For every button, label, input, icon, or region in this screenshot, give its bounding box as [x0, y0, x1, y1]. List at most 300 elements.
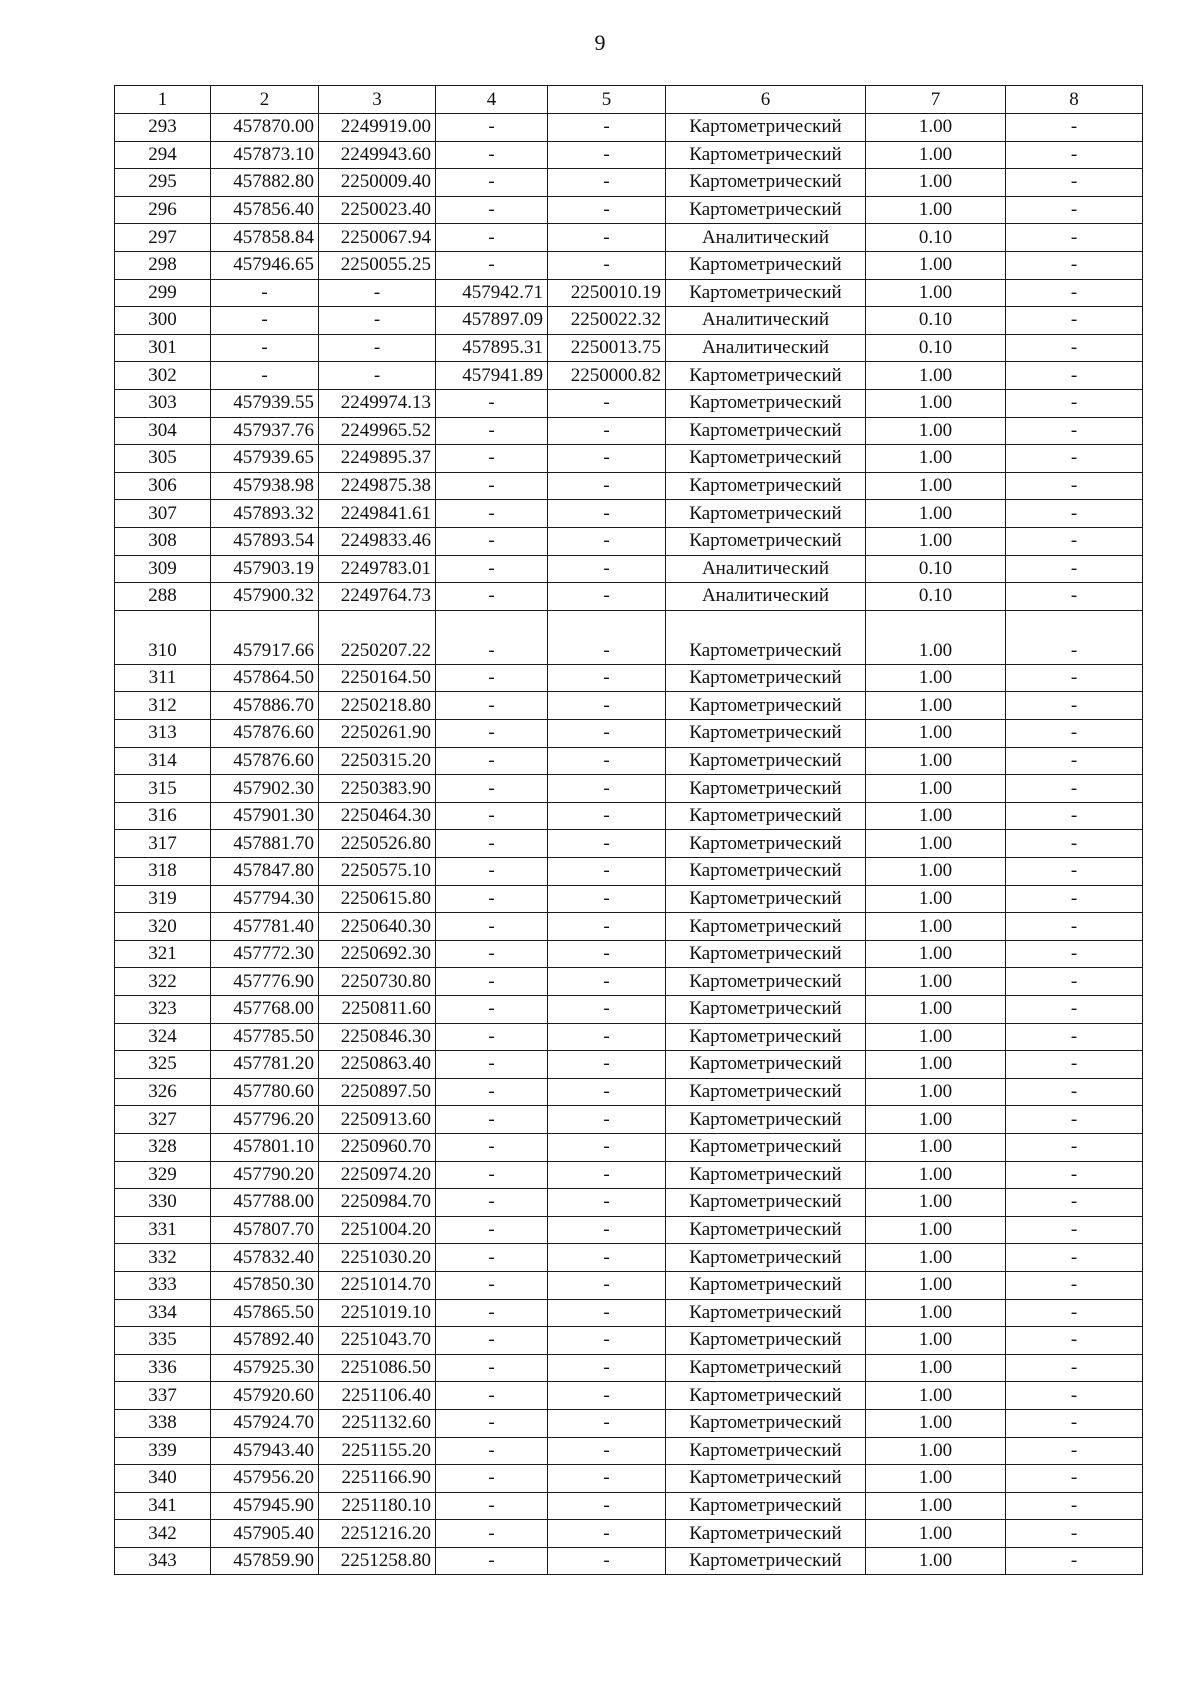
- cell-method: Картометрический: [666, 1106, 866, 1134]
- cell-method: Картометрический: [666, 1051, 866, 1079]
- cell-x-refined: -: [436, 1216, 548, 1244]
- table-row: [115, 196, 1143, 224]
- cell-y-existing: 2250055.25: [319, 251, 436, 279]
- table-row: [115, 555, 1143, 583]
- cell-y-existing: 2250218.80: [319, 692, 436, 720]
- cell-description: -: [1006, 334, 1143, 362]
- cell-method: Картометрический: [666, 1437, 866, 1465]
- cell-point-number: 303: [115, 389, 211, 417]
- table-row: [115, 500, 1143, 528]
- cell-point-number: 317: [115, 830, 211, 858]
- cell-x-existing: 457925.30: [211, 1354, 319, 1382]
- cell-x-refined: -: [436, 472, 548, 500]
- cell-description: -: [1006, 1354, 1143, 1382]
- cell-y-existing: 2250575.10: [319, 858, 436, 886]
- cell-y-existing: 2250315.20: [319, 747, 436, 775]
- cell-x-refined: 457897.09: [436, 307, 548, 335]
- cell-x-refined: -: [436, 996, 548, 1024]
- cell-method: Картометрический: [666, 1547, 866, 1575]
- cell-method: Картометрический: [666, 417, 866, 445]
- cell-method: Картометрический: [666, 747, 866, 775]
- cell-description: -: [1006, 692, 1143, 720]
- cell-method: Картометрический: [666, 114, 866, 142]
- cell-x-existing: 457858.84: [211, 224, 319, 252]
- cell-x-existing: 457776.90: [211, 968, 319, 996]
- cell-x-refined: -: [436, 1327, 548, 1355]
- cell-point-number: 337: [115, 1382, 211, 1410]
- table-row: [115, 858, 1143, 886]
- cell-accuracy: 1.00: [866, 1051, 1006, 1079]
- cell-description: -: [1006, 940, 1143, 968]
- cell-point-number: 325: [115, 1051, 211, 1079]
- cell-point-number: 336: [115, 1354, 211, 1382]
- cell-description: -: [1006, 527, 1143, 555]
- cell-x-existing: 457939.65: [211, 445, 319, 473]
- cell-accuracy: 1.00: [866, 500, 1006, 528]
- cell-y-refined: -: [548, 940, 666, 968]
- cell-x-existing: 457924.70: [211, 1409, 319, 1437]
- page-number: 9: [594, 30, 606, 55]
- cell-y-refined: -: [548, 445, 666, 473]
- cell-x-existing: 457876.60: [211, 720, 319, 748]
- table-row: [115, 417, 1143, 445]
- cell-method: Аналитический: [666, 307, 866, 335]
- cell-description: -: [1006, 1547, 1143, 1575]
- cell-point-number: 343: [115, 1547, 211, 1575]
- cell-x-existing: 457903.19: [211, 555, 319, 583]
- cell-y-refined: 2250013.75: [548, 334, 666, 362]
- table-row: [115, 527, 1143, 555]
- cell-description: -: [1006, 1327, 1143, 1355]
- cell-method: Картометрический: [666, 169, 866, 197]
- cell-description: -: [1006, 251, 1143, 279]
- cell-method: Картометрический: [666, 692, 866, 720]
- cell-method: Картометрический: [666, 1133, 866, 1161]
- cell-x-existing: 457943.40: [211, 1437, 319, 1465]
- cell-point-number: 324: [115, 1023, 211, 1051]
- cell-y-refined: -: [548, 1382, 666, 1410]
- cell-y-existing: 2251014.70: [319, 1271, 436, 1299]
- cell-method: Картометрический: [666, 362, 866, 390]
- cell-point-number: 307: [115, 500, 211, 528]
- cell-point-number: 339: [115, 1437, 211, 1465]
- cell-x-existing: 457886.70: [211, 692, 319, 720]
- cell-x-refined: -: [436, 1382, 548, 1410]
- cell-accuracy: 1.00: [866, 1520, 1006, 1548]
- cell-x-existing: 457920.60: [211, 1382, 319, 1410]
- cell-point-number: 295: [115, 169, 211, 197]
- cell-description: -: [1006, 996, 1143, 1024]
- cell-method: Картометрический: [666, 141, 866, 169]
- cell-y-refined: -: [548, 858, 666, 886]
- cell-point-number: 328: [115, 1133, 211, 1161]
- cell-y-refined: -: [548, 996, 666, 1024]
- cell-point-number: 342: [115, 1520, 211, 1548]
- cell-description: -: [1006, 1106, 1143, 1134]
- cell-description: -: [1006, 720, 1143, 748]
- cell-x-existing: 457873.10: [211, 141, 319, 169]
- cell-x-existing: 457780.60: [211, 1078, 319, 1106]
- cell-y-existing: 2250009.40: [319, 169, 436, 197]
- cell-description: -: [1006, 500, 1143, 528]
- cell-y-refined: -: [548, 664, 666, 692]
- cell-x-refined: -: [436, 583, 548, 611]
- cell-x-existing: 457946.65: [211, 251, 319, 279]
- cell-description: -: [1006, 389, 1143, 417]
- cell-accuracy: 1.00: [866, 527, 1006, 555]
- cell-x-refined: -: [436, 445, 548, 473]
- cell-accuracy: 1.00: [866, 445, 1006, 473]
- cell-y-refined: 2250022.32: [548, 307, 666, 335]
- cell-y-existing: 2250164.50: [319, 664, 436, 692]
- cell-y-refined: -: [548, 1216, 666, 1244]
- cell-x-existing: 457956.20: [211, 1465, 319, 1493]
- cell-x-existing: 457856.40: [211, 196, 319, 224]
- column-header-4: 4: [436, 86, 548, 114]
- cell-description: -: [1006, 968, 1143, 996]
- cell-x-refined: -: [436, 1299, 548, 1327]
- cell-point-number: 340: [115, 1465, 211, 1493]
- cell-point-number: 312: [115, 692, 211, 720]
- cell-description: -: [1006, 169, 1143, 197]
- cell-method: Картометрический: [666, 1409, 866, 1437]
- cell-point-number: 301: [115, 334, 211, 362]
- cell-y-existing: 2250207.22: [319, 637, 436, 664]
- table-row: [115, 114, 1143, 142]
- cell-point-number: 288: [115, 583, 211, 611]
- cell-point-number: 298: [115, 251, 211, 279]
- cell-y-refined: -: [548, 141, 666, 169]
- cell-x-existing: 457893.54: [211, 527, 319, 555]
- cell-accuracy: 1.00: [866, 1216, 1006, 1244]
- cell-y-existing: 2250730.80: [319, 968, 436, 996]
- cell-description: -: [1006, 1161, 1143, 1189]
- cell-method: Картометрический: [666, 445, 866, 473]
- cell-x-existing: 457938.98: [211, 472, 319, 500]
- cell-y-existing: -: [319, 307, 436, 335]
- cell-x-existing: 457847.80: [211, 858, 319, 886]
- cell-x-existing: 457864.50: [211, 664, 319, 692]
- header-row: [115, 86, 1143, 114]
- cell-y-refined: -: [548, 747, 666, 775]
- cell-x-refined: -: [436, 196, 548, 224]
- cell-accuracy: 1.00: [866, 1437, 1006, 1465]
- cell-x-existing: 457807.70: [211, 1216, 319, 1244]
- cell-y-refined: 2250000.82: [548, 362, 666, 390]
- cell-method: Картометрический: [666, 1216, 866, 1244]
- cell-accuracy: 1.00: [866, 913, 1006, 941]
- cell-y-existing: 2251180.10: [319, 1492, 436, 1520]
- cell-description: -: [1006, 913, 1143, 941]
- table-row: [115, 583, 1143, 611]
- cell-y-refined: -: [548, 775, 666, 803]
- cell-accuracy: 1.00: [866, 1382, 1006, 1410]
- cell-x-existing: 457937.76: [211, 417, 319, 445]
- cell-x-refined: 457942.71: [436, 279, 548, 307]
- cell-point-number: 329: [115, 1161, 211, 1189]
- cell-y-refined: -: [548, 1520, 666, 1548]
- cell-x-refined: -: [436, 1244, 548, 1272]
- cell-description: -: [1006, 802, 1143, 830]
- cell-y-existing: 2250984.70: [319, 1189, 436, 1217]
- cell-method: Картометрический: [666, 940, 866, 968]
- cell-method: Аналитический: [666, 224, 866, 252]
- cell-accuracy: 1.00: [866, 389, 1006, 417]
- column-header-3: 3: [319, 86, 436, 114]
- cell-accuracy: 1.00: [866, 362, 1006, 390]
- cell-y-existing: 2250846.30: [319, 1023, 436, 1051]
- table-row: [115, 692, 1143, 720]
- cell-description: -: [1006, 1078, 1143, 1106]
- cell-x-existing: 457945.90: [211, 1492, 319, 1520]
- cell-x-existing: 457882.80: [211, 169, 319, 197]
- cell-description: -: [1006, 664, 1143, 692]
- table-row: [115, 1520, 1143, 1548]
- cell-x-refined: -: [436, 1409, 548, 1437]
- table-row: [115, 830, 1143, 858]
- cell-point-number: 311: [115, 664, 211, 692]
- cell-x-existing: 457900.32: [211, 583, 319, 611]
- cell-x-refined: -: [436, 114, 548, 142]
- cell-description: -: [1006, 1244, 1143, 1272]
- cell-y-refined: -: [548, 1078, 666, 1106]
- cell-x-refined: -: [436, 1051, 548, 1079]
- cell-method: Картометрический: [666, 196, 866, 224]
- cell-accuracy: 1.00: [866, 802, 1006, 830]
- cell-description: -: [1006, 224, 1143, 252]
- cell-y-existing: 2249875.38: [319, 472, 436, 500]
- cell-x-refined: -: [436, 1547, 548, 1575]
- cell-y-refined: -: [548, 720, 666, 748]
- cell-x-refined: -: [436, 802, 548, 830]
- cell-accuracy: 1.00: [866, 251, 1006, 279]
- cell-y-existing: 2250692.30: [319, 940, 436, 968]
- cell-y-existing: 2249895.37: [319, 445, 436, 473]
- cell-accuracy: 1.00: [866, 858, 1006, 886]
- cell-accuracy: 0.10: [866, 583, 1006, 611]
- cell-x-refined: 457895.31: [436, 334, 548, 362]
- cell-point-number: 308: [115, 527, 211, 555]
- cell-y-refined: -: [548, 1106, 666, 1134]
- cell-x-existing: 457893.32: [211, 500, 319, 528]
- cell-description: -: [1006, 1189, 1143, 1217]
- cell-y-refined: -: [548, 114, 666, 142]
- table-row: [115, 885, 1143, 913]
- cell-point-number: 330: [115, 1189, 211, 1217]
- column-header-1: 1: [115, 86, 211, 114]
- cell-x-refined: -: [436, 389, 548, 417]
- column-header-6: 6: [666, 86, 866, 114]
- cell-x-refined: -: [436, 1106, 548, 1134]
- cell-y-refined: -: [548, 1492, 666, 1520]
- cell-description: -: [1006, 1520, 1143, 1548]
- cell-x-refined: -: [436, 1189, 548, 1217]
- cell-x-existing: 457768.00: [211, 996, 319, 1024]
- cell-accuracy: 1.00: [866, 1547, 1006, 1575]
- table-row: [115, 1465, 1143, 1493]
- cell-y-refined: -: [548, 555, 666, 583]
- cell-x-existing: 457917.66: [211, 637, 319, 664]
- cell-y-refined: -: [548, 1299, 666, 1327]
- cell-accuracy: 1.00: [866, 1106, 1006, 1134]
- cell-y-refined: -: [548, 1465, 666, 1493]
- table-row: [115, 362, 1143, 390]
- cell-x-existing: 457772.30: [211, 940, 319, 968]
- cell-y-refined: -: [548, 968, 666, 996]
- cell-method: Картометрический: [666, 1382, 866, 1410]
- cell-description: -: [1006, 1051, 1143, 1079]
- cell-accuracy: 1.00: [866, 1133, 1006, 1161]
- cell-point-number: 326: [115, 1078, 211, 1106]
- cell-x-refined: -: [436, 858, 548, 886]
- cell-y-existing: 2251086.50: [319, 1354, 436, 1382]
- cell-y-existing: 2249764.73: [319, 583, 436, 611]
- cell-point-number: 304: [115, 417, 211, 445]
- cell-x-refined: [436, 610, 548, 637]
- cell-y-refined: -: [548, 885, 666, 913]
- cell-description: [1006, 610, 1143, 637]
- cell-method: Картометрический: [666, 775, 866, 803]
- table-row: [115, 1244, 1143, 1272]
- cell-y-refined: -: [548, 500, 666, 528]
- cell-method: Картометрический: [666, 996, 866, 1024]
- cell-accuracy: 1.00: [866, 664, 1006, 692]
- cell-y-existing: 2250960.70: [319, 1133, 436, 1161]
- cell-x-existing: 457790.20: [211, 1161, 319, 1189]
- table-row: [115, 1161, 1143, 1189]
- cell-x-refined: -: [436, 1354, 548, 1382]
- table-row: [115, 1492, 1143, 1520]
- cell-y-existing: 2250811.60: [319, 996, 436, 1024]
- cell-y-refined: -: [548, 196, 666, 224]
- cell-y-refined: -: [548, 1327, 666, 1355]
- cell-x-existing: 457870.00: [211, 114, 319, 142]
- cell-accuracy: 1.00: [866, 1023, 1006, 1051]
- cell-y-refined: -: [548, 1023, 666, 1051]
- cell-method: Картометрический: [666, 1520, 866, 1548]
- cell-method: Картометрический: [666, 1299, 866, 1327]
- cell-description: -: [1006, 583, 1143, 611]
- cell-method: Картометрический: [666, 1327, 866, 1355]
- cell-y-refined: -: [548, 1271, 666, 1299]
- cell-x-refined: -: [436, 1161, 548, 1189]
- cell-method: Картометрический: [666, 472, 866, 500]
- cell-y-existing: 2251004.20: [319, 1216, 436, 1244]
- coordinates-table: [114, 85, 1143, 1575]
- table-row: [115, 1354, 1143, 1382]
- cell-method: Картометрический: [666, 1271, 866, 1299]
- cell-x-refined: -: [436, 940, 548, 968]
- table-row: [115, 775, 1143, 803]
- cell-y-refined: -: [548, 1244, 666, 1272]
- cell-x-existing: 457881.70: [211, 830, 319, 858]
- cell-method: Картометрический: [666, 858, 866, 886]
- cell-point-number: 319: [115, 885, 211, 913]
- cell-description: -: [1006, 775, 1143, 803]
- table-row: [115, 224, 1143, 252]
- cell-method: Картометрический: [666, 1078, 866, 1106]
- cell-x-existing: 457832.40: [211, 1244, 319, 1272]
- cell-x-refined: -: [436, 830, 548, 858]
- table-row: [115, 1271, 1143, 1299]
- cell-point-number: 302: [115, 362, 211, 390]
- table-row: [115, 472, 1143, 500]
- table-row: [115, 334, 1143, 362]
- cell-accuracy: 1.00: [866, 169, 1006, 197]
- cell-description: -: [1006, 1492, 1143, 1520]
- cell-y-refined: -: [548, 1547, 666, 1575]
- cell-y-refined: -: [548, 802, 666, 830]
- cell-description: -: [1006, 830, 1143, 858]
- cell-x-existing: 457902.30: [211, 775, 319, 803]
- cell-x-existing: 457905.40: [211, 1520, 319, 1548]
- cell-accuracy: 1.00: [866, 1161, 1006, 1189]
- cell-x-existing: 457781.20: [211, 1051, 319, 1079]
- cell-accuracy: 1.00: [866, 1354, 1006, 1382]
- cell-point-number: 320: [115, 913, 211, 941]
- table-header: [115, 86, 1143, 114]
- cell-y-existing: 2250464.30: [319, 802, 436, 830]
- cell-point-number: 341: [115, 1492, 211, 1520]
- cell-accuracy: 1.00: [866, 1271, 1006, 1299]
- cell-point-number: 322: [115, 968, 211, 996]
- cell-x-existing: 457865.50: [211, 1299, 319, 1327]
- cell-x-existing: 457859.90: [211, 1547, 319, 1575]
- cell-method: Картометрический: [666, 1354, 866, 1382]
- cell-accuracy: 0.10: [866, 224, 1006, 252]
- cell-method: Картометрический: [666, 1023, 866, 1051]
- cell-x-existing: 457788.00: [211, 1189, 319, 1217]
- cell-point-number: 318: [115, 858, 211, 886]
- cell-x-refined: -: [436, 720, 548, 748]
- cell-point-number: 335: [115, 1327, 211, 1355]
- cell-description: -: [1006, 1382, 1143, 1410]
- cell-description: -: [1006, 472, 1143, 500]
- cell-accuracy: 1.00: [866, 940, 1006, 968]
- cell-description: -: [1006, 362, 1143, 390]
- cell-y-refined: -: [548, 169, 666, 197]
- cell-method: Картометрический: [666, 527, 866, 555]
- column-header-7: 7: [866, 86, 1006, 114]
- cell-x-existing: 457785.50: [211, 1023, 319, 1051]
- cell-y-refined: -: [548, 251, 666, 279]
- cell-accuracy: 1.00: [866, 830, 1006, 858]
- cell-y-existing: 2250067.94: [319, 224, 436, 252]
- cell-accuracy: 1.00: [866, 996, 1006, 1024]
- cell-y-existing: 2250261.90: [319, 720, 436, 748]
- cell-accuracy: 1.00: [866, 720, 1006, 748]
- table-row: [115, 802, 1143, 830]
- cell-method: Картометрический: [666, 720, 866, 748]
- table-row: [115, 1078, 1143, 1106]
- cell-x-refined: -: [436, 664, 548, 692]
- table-row: [115, 141, 1143, 169]
- table-row: [115, 1216, 1143, 1244]
- cell-y-existing: 2251132.60: [319, 1409, 436, 1437]
- cell-accuracy: 1.00: [866, 1465, 1006, 1493]
- cell-accuracy: 1.00: [866, 1189, 1006, 1217]
- table-row: [115, 279, 1143, 307]
- table-row: [115, 1547, 1143, 1575]
- cell-y-existing: 2249919.00: [319, 114, 436, 142]
- cell-y-existing: 2250863.40: [319, 1051, 436, 1079]
- cell-x-existing: 457939.55: [211, 389, 319, 417]
- cell-description: -: [1006, 1216, 1143, 1244]
- cell-x-refined: -: [436, 775, 548, 803]
- cell-y-existing: 2249783.01: [319, 555, 436, 583]
- cell-point-number: 306: [115, 472, 211, 500]
- cell-y-existing: 2251155.20: [319, 1437, 436, 1465]
